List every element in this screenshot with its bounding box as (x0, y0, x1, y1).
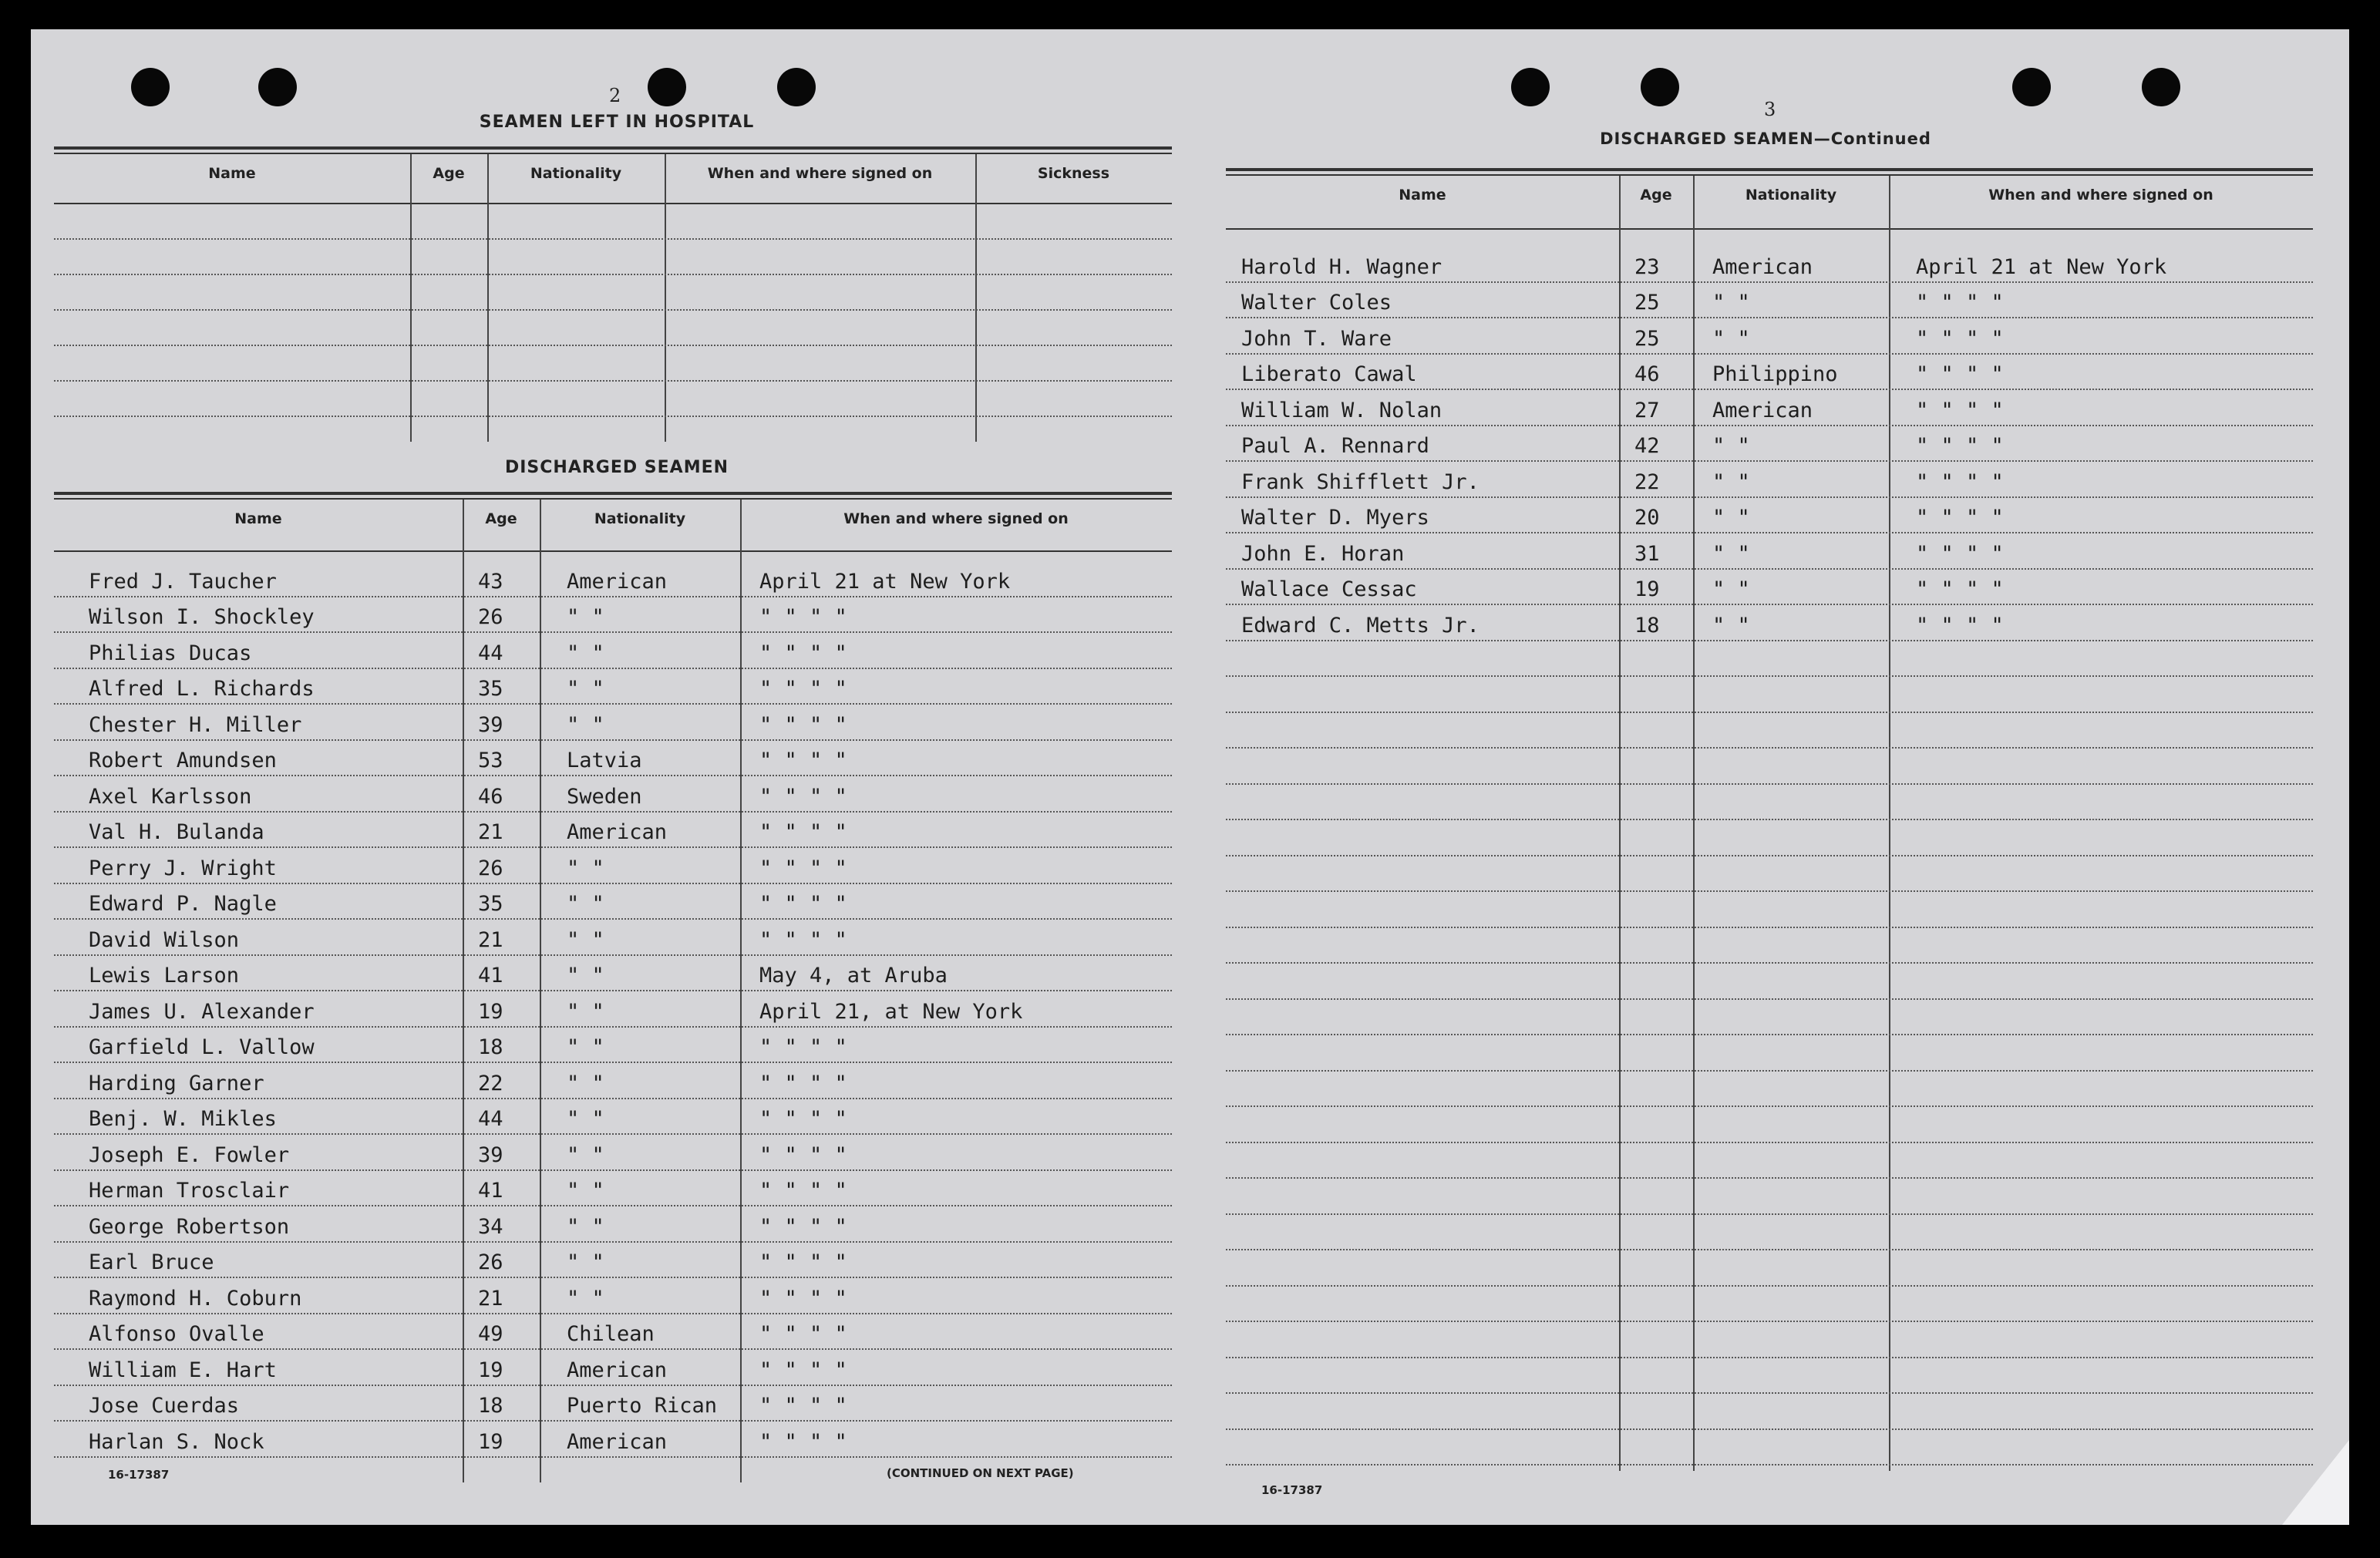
row-rule (54, 846, 1172, 848)
cell-name: James U. Alexander (89, 999, 315, 1024)
continued-note: (CONTINUED ON NEXT PAGE) (887, 1466, 1074, 1480)
row-rule (1226, 604, 2313, 605)
row-rule (1226, 675, 2313, 677)
cell-signed: " " " " (1916, 434, 2004, 458)
cell-signed: May 4, at Aruba (759, 964, 948, 988)
row-rule (54, 309, 1172, 311)
column-header: Age (1640, 187, 1672, 204)
cell-age: 19 (478, 999, 503, 1024)
row-rule (1226, 819, 2313, 820)
cell-age: 25 (1634, 291, 1660, 315)
cell-name: Alfonso Ovalle (89, 1322, 264, 1346)
column-header: Nationality (594, 510, 686, 527)
page-number: 2 (609, 85, 621, 106)
cell-nationality: American (567, 820, 668, 844)
cell-nationality: " " (1712, 541, 1750, 566)
row-rule (1226, 712, 2313, 713)
row-rule (54, 238, 1172, 240)
cell-signed: " " " " (1916, 326, 2004, 351)
column-header: Age (433, 165, 465, 182)
cell-age: 21 (478, 1286, 503, 1311)
row-rule (1226, 1321, 2313, 1322)
cell-signed: " " " " (759, 1035, 847, 1059)
column-header: Name (1399, 187, 1446, 204)
cell-age: 49 (478, 1322, 503, 1346)
cell-name: Perry J. Wright (89, 856, 277, 880)
continued-title: DISCHARGED SEAMEN—Continued (1600, 130, 1931, 148)
cell-signed: " " " " (759, 1322, 847, 1346)
row-rule (1226, 1357, 2313, 1358)
cell-age: 41 (478, 964, 503, 988)
right-page (1203, 29, 2349, 1525)
cell-nationality: " " (567, 712, 604, 737)
cell-nationality: " " (1712, 434, 1750, 458)
punch-hole (2142, 68, 2180, 106)
cell-nationality: " " (567, 856, 604, 880)
cell-nationality: Philippino (1712, 362, 1838, 386)
cell-name: Robert Amundsen (89, 749, 277, 772)
row-rule (1226, 353, 2313, 355)
cell-name: Edward C. Metts Jr. (1241, 613, 1480, 638)
row-rule (1226, 783, 2313, 785)
row-rule (1226, 425, 2313, 426)
cell-name: Harlan S. Nock (89, 1429, 264, 1454)
row-rule (54, 668, 1172, 669)
form-number: 16-17387 (1261, 1483, 1323, 1497)
cell-name: Philias Ducas (89, 641, 252, 665)
row-rule (54, 1169, 1172, 1171)
cell-nationality: " " (1712, 469, 1750, 494)
cell-nationality: " " (567, 1179, 604, 1203)
cell-signed: " " " " (1916, 541, 2004, 566)
row-rule (54, 1277, 1172, 1278)
cell-age: 44 (478, 641, 503, 665)
row-rule (1226, 1464, 2313, 1465)
cell-age: 26 (478, 1250, 503, 1274)
row-rule (54, 1062, 1172, 1063)
column-header: Age (485, 510, 517, 527)
cell-name: Earl Bruce (89, 1250, 214, 1274)
cell-nationality: " " (1712, 506, 1750, 530)
column-header: Name (234, 510, 282, 527)
cell-age: 39 (478, 1142, 503, 1167)
cell-name: Harding Garner (89, 1071, 264, 1095)
cell-signed: " " " " (1916, 362, 2004, 386)
cell-nationality: American (567, 1429, 668, 1454)
cell-signed: " " " " (1916, 506, 2004, 530)
cell-name: Harold H. Wagner (1241, 254, 1442, 279)
cell-signed: " " " " (1916, 469, 2004, 494)
cell-age: 21 (478, 820, 503, 844)
row-rule (54, 883, 1172, 884)
column-header: Nationality (1745, 187, 1837, 204)
cell-signed: " " " " (759, 677, 847, 701)
column-divider (975, 154, 977, 442)
cell-age: 26 (478, 605, 503, 629)
cell-name: Fred J. Taucher (89, 569, 277, 594)
cell-signed: " " " " (759, 856, 847, 880)
table-top-rule (1226, 174, 2313, 176)
cell-signed: " " " " (1916, 613, 2004, 638)
row-rule (54, 1456, 1172, 1458)
cell-age: 42 (1634, 434, 1660, 458)
cell-name: Garfield L. Vallow (89, 1035, 315, 1059)
cell-nationality: " " (567, 999, 604, 1024)
punch-hole (258, 68, 297, 106)
row-rule (1226, 998, 2313, 1000)
cell-name: Paul A. Rennard (1241, 434, 1429, 458)
cell-nationality: " " (1712, 291, 1750, 315)
cell-signed: " " " " (759, 1394, 847, 1418)
cell-signed: " " " " (759, 892, 847, 916)
cell-signed: " " " " (759, 1071, 847, 1095)
cell-nationality: " " (1712, 577, 1750, 601)
row-rule (1226, 1142, 2313, 1143)
cell-signed: " " " " (759, 605, 847, 629)
punch-hole (2012, 68, 2051, 106)
cell-name: Edward P. Nagle (89, 892, 277, 916)
cell-signed: " " " " (1916, 291, 2004, 315)
row-rule (54, 1133, 1172, 1135)
cell-age: 34 (478, 1214, 503, 1239)
cell-age: 44 (478, 1107, 503, 1131)
cell-nationality: American (567, 1358, 668, 1382)
row-rule (54, 596, 1172, 597)
row-rule (1226, 1428, 2313, 1430)
cell-age: 22 (478, 1071, 503, 1095)
row-rule (54, 1348, 1172, 1350)
row-rule (54, 1205, 1172, 1206)
column-header: When and where signed on (707, 165, 933, 182)
cell-name: John T. Ware (1241, 326, 1392, 351)
cell-nationality: " " (567, 1035, 604, 1059)
row-rule (1226, 1249, 2313, 1250)
cell-age: 21 (478, 927, 503, 952)
cell-nationality: " " (1712, 613, 1750, 638)
cell-signed: " " " " (759, 1358, 847, 1382)
cell-signed: " " " " (759, 712, 847, 737)
cell-nationality: " " (567, 1286, 604, 1311)
cell-name: Herman Trosclair (89, 1179, 290, 1203)
column-divider (410, 154, 412, 442)
row-rule (1226, 1070, 2313, 1072)
cell-nationality: Puerto Rican (567, 1394, 718, 1418)
cell-nationality: American (1712, 398, 1813, 422)
cell-name: Axel Karlsson (89, 784, 252, 809)
punch-hole (131, 68, 170, 106)
row-rule (54, 775, 1172, 776)
cell-name: George Robertson (89, 1214, 290, 1239)
row-rule (1226, 568, 2313, 570)
cell-nationality: American (1712, 254, 1813, 279)
cell-nationality: " " (567, 677, 604, 701)
row-rule (54, 811, 1172, 813)
row-rule (54, 345, 1172, 346)
cell-name: Wilson I. Shockley (89, 605, 315, 629)
cell-name: William W. Nolan (1241, 398, 1442, 422)
cell-signed: April 21 at New York (759, 569, 1011, 594)
cell-nationality: " " (567, 1142, 604, 1167)
cell-signed: " " " " (759, 641, 847, 665)
cell-nationality: " " (567, 964, 604, 988)
row-rule (54, 274, 1172, 275)
punch-hole (777, 68, 816, 106)
hospital-title: SEAMEN LEFT IN HOSPITAL (479, 113, 755, 132)
cell-signed: " " " " (1916, 577, 2004, 601)
cell-age: 46 (478, 784, 503, 809)
row-rule (1226, 890, 2313, 892)
cell-name: Chester H. Miller (89, 712, 302, 737)
column-divider (1619, 176, 1621, 1471)
cell-nationality: Latvia (567, 749, 642, 772)
cell-age: 18 (478, 1394, 503, 1418)
cell-nationality: " " (1712, 326, 1750, 351)
row-rule (1226, 927, 2313, 928)
cell-name: Raymond H. Coburn (89, 1286, 302, 1311)
cell-age: 23 (1634, 254, 1660, 279)
cell-name: Lewis Larson (89, 964, 240, 988)
header-rule (54, 550, 1172, 552)
cell-name: Val H. Bulanda (89, 820, 264, 844)
cell-name: Alfred L. Richards (89, 677, 315, 701)
cell-age: 22 (1634, 469, 1660, 494)
cell-age: 53 (478, 749, 503, 772)
cell-age: 41 (478, 1179, 503, 1203)
column-header: Name (208, 165, 256, 182)
row-rule (1226, 1213, 2313, 1215)
cell-age: 18 (1634, 613, 1660, 638)
cell-signed: " " " " (759, 1286, 847, 1311)
cell-name: John E. Horan (1241, 541, 1405, 566)
header-rule (54, 203, 1172, 204)
cell-age: 19 (478, 1429, 503, 1454)
cell-age: 26 (478, 856, 503, 880)
table-top-rule (54, 498, 1172, 500)
row-rule (54, 990, 1172, 991)
punch-hole (1511, 68, 1550, 106)
row-rule (1226, 855, 2313, 856)
cell-nationality: " " (567, 1107, 604, 1131)
cell-signed: " " " " (759, 1107, 847, 1131)
cell-signed: April 21, at New York (759, 999, 1023, 1024)
punch-hole (648, 68, 686, 106)
cell-nationality: " " (567, 927, 604, 952)
column-header: Sickness (1037, 165, 1110, 182)
discharged-title: DISCHARGED SEAMEN (504, 458, 729, 477)
column-divider (1693, 176, 1695, 1471)
cell-age: 35 (478, 677, 503, 701)
table-top-rule (54, 146, 1172, 150)
row-rule (1226, 317, 2313, 318)
cell-signed: " " " " (759, 1214, 847, 1239)
cell-nationality: American (567, 569, 668, 594)
row-rule (1226, 747, 2313, 749)
row-rule (54, 380, 1172, 382)
row-rule (54, 1313, 1172, 1314)
cell-nationality: Sweden (567, 784, 642, 809)
table-top-rule (54, 492, 1172, 495)
header-rule (1226, 228, 2313, 230)
row-rule (1226, 1034, 2313, 1035)
cell-age: 43 (478, 569, 503, 594)
cell-signed: " " " " (759, 784, 847, 809)
table-top-rule (54, 153, 1172, 154)
cell-age: 18 (478, 1035, 503, 1059)
cell-signed: " " " " (759, 749, 847, 772)
column-header: Nationality (530, 165, 622, 182)
cell-age: 35 (478, 892, 503, 916)
cell-signed: " " " " (759, 1429, 847, 1454)
cell-age: 19 (1634, 577, 1660, 601)
cell-nationality: " " (567, 641, 604, 665)
cell-age: 39 (478, 712, 503, 737)
cell-name: William E. Hart (89, 1358, 277, 1382)
cell-name: Wallace Cessac (1241, 577, 1417, 601)
row-rule (54, 416, 1172, 417)
left-page (31, 29, 1203, 1525)
cell-name: Benj. W. Mikles (89, 1107, 277, 1131)
row-rule (54, 1385, 1172, 1386)
cell-name: David Wilson (89, 927, 240, 952)
row-rule (1226, 460, 2313, 462)
cell-age: 27 (1634, 398, 1660, 422)
row-rule (54, 703, 1172, 705)
row-rule (54, 631, 1172, 633)
table-top-rule (1226, 168, 2313, 171)
cell-signed: " " " " (759, 927, 847, 952)
cell-age: 46 (1634, 362, 1660, 386)
row-rule (54, 739, 1172, 741)
column-divider (1889, 176, 1890, 1471)
row-rule (54, 1026, 1172, 1028)
cell-name: Joseph E. Fowler (89, 1142, 290, 1167)
page-number: 3 (1764, 99, 1776, 120)
cell-nationality: " " (567, 1071, 604, 1095)
column-header: When and where signed on (843, 510, 1069, 527)
cell-nationality: " " (567, 1214, 604, 1239)
column-header: When and where signed on (1988, 187, 2213, 204)
cell-nationality: " " (567, 605, 604, 629)
cell-signed: " " " " (759, 1179, 847, 1203)
cell-name: Liberato Cawal (1241, 362, 1417, 386)
row-rule (1226, 389, 2313, 390)
cell-signed: April 21 at New York (1916, 254, 2167, 279)
row-rule (54, 1420, 1172, 1422)
row-rule (1226, 1177, 2313, 1179)
page-corner-curl (2282, 1440, 2349, 1525)
cell-signed: " " " " (759, 1142, 847, 1167)
row-rule (54, 1098, 1172, 1099)
row-rule (54, 1241, 1172, 1243)
cell-name: Walter D. Myers (1241, 506, 1429, 530)
form-number: 16-17387 (108, 1468, 170, 1482)
cell-age: 25 (1634, 326, 1660, 351)
cell-signed: " " " " (759, 1250, 847, 1274)
cell-age: 19 (478, 1358, 503, 1382)
row-rule (54, 954, 1172, 956)
row-rule (1226, 640, 2313, 641)
cell-name: Walter Coles (1241, 291, 1392, 315)
cell-signed: " " " " (759, 820, 847, 844)
cell-age: 20 (1634, 506, 1660, 530)
cell-age: 31 (1634, 541, 1660, 566)
row-rule (54, 918, 1172, 920)
row-rule (1226, 1392, 2313, 1394)
row-rule (1226, 281, 2313, 283)
cell-signed: " " " " (1916, 398, 2004, 422)
punch-hole (1641, 68, 1679, 106)
cell-nationality: " " (567, 892, 604, 916)
row-rule (1226, 1285, 2313, 1287)
row-rule (1226, 532, 2313, 533)
row-rule (1226, 496, 2313, 498)
row-rule (1226, 1105, 2313, 1107)
cell-nationality: Chilean (567, 1322, 655, 1346)
cell-name: Frank Shifflett Jr. (1241, 469, 1480, 494)
cell-nationality: " " (567, 1250, 604, 1274)
row-rule (1226, 962, 2313, 964)
column-divider (665, 154, 666, 442)
cell-name: Jose Cuerdas (89, 1394, 240, 1418)
column-divider (487, 154, 489, 442)
